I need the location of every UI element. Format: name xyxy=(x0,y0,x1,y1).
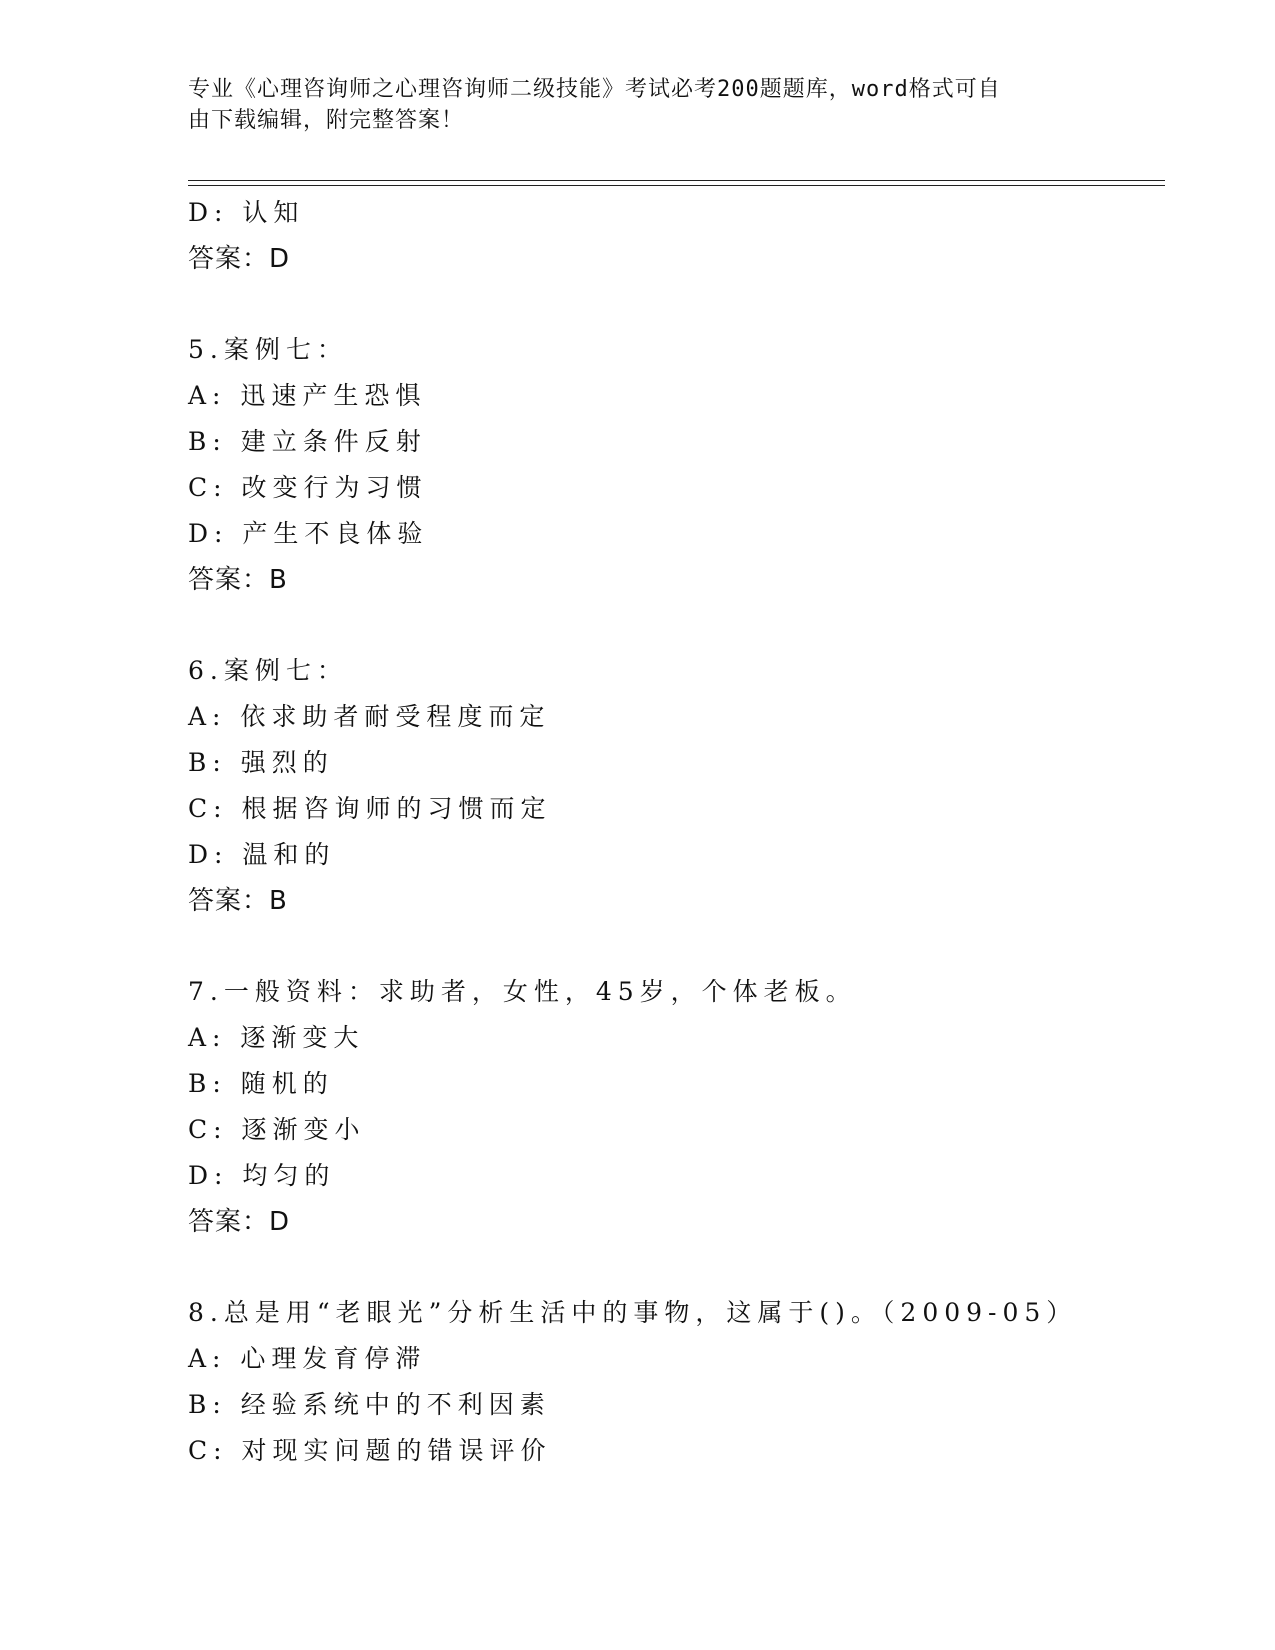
question-stem: 5.案例七： xyxy=(188,335,348,364)
answer: 答案：B xyxy=(188,565,288,595)
option-d: D: 产生不良体验 xyxy=(188,519,429,548)
option-a: A: 逐渐变大 xyxy=(188,1023,365,1052)
question-stem: 7.一般资料：求助者，女性，45岁，个体老板。 xyxy=(188,977,857,1006)
option-d: D: 认知 xyxy=(188,198,305,227)
question-5 xyxy=(188,327,1188,603)
header-line-1: 专业《心理咨询师之心理咨询师二级技能》考试必考200题题库，word格式可自 xyxy=(188,77,1001,102)
document-body xyxy=(188,190,1188,1474)
header-divider-bottom xyxy=(188,185,1165,186)
option-c: C: 对现实问题的错误评价 xyxy=(188,1436,552,1465)
option-b: B: 随机的 xyxy=(188,1069,334,1098)
option-a: A: 迅速产生恐惧 xyxy=(188,381,427,410)
question-stem: 6.案例七： xyxy=(188,656,348,685)
option-d: D: 温和的 xyxy=(188,840,336,869)
option-a: A: 心理发育停滞 xyxy=(188,1344,427,1373)
page-header xyxy=(188,74,1088,136)
question-8 xyxy=(188,1290,1188,1474)
option-c: C: 改变行为习惯 xyxy=(188,473,428,502)
question-spacer xyxy=(188,924,1188,969)
answer: 答案：D xyxy=(188,1207,291,1237)
answer: 答案：D xyxy=(188,244,291,274)
option-b: B: 强烈的 xyxy=(188,748,334,777)
question-6 xyxy=(188,648,1188,924)
question-spacer xyxy=(188,603,1188,648)
option-c: C: 逐渐变小 xyxy=(188,1115,366,1144)
option-c: C: 根据咨询师的习惯而定 xyxy=(188,794,552,823)
question-stem: 8.总是用“老眼光”分析生活中的事物，这属于()。（2009-05） xyxy=(188,1298,1078,1327)
header-divider-top xyxy=(188,180,1165,181)
header-line-2: 由下载编辑，附完整答案！ xyxy=(188,108,465,133)
option-d: D: 均匀的 xyxy=(188,1161,336,1190)
option-b: B: 建立条件反射 xyxy=(188,427,427,456)
option-a: A: 依求助者耐受程度而定 xyxy=(188,702,551,731)
question-spacer xyxy=(188,282,1188,327)
answer: 答案：B xyxy=(188,886,288,916)
question-7 xyxy=(188,969,1188,1245)
question-spacer xyxy=(188,1245,1188,1290)
option-b: B: 经验系统中的不利因素 xyxy=(188,1390,551,1419)
